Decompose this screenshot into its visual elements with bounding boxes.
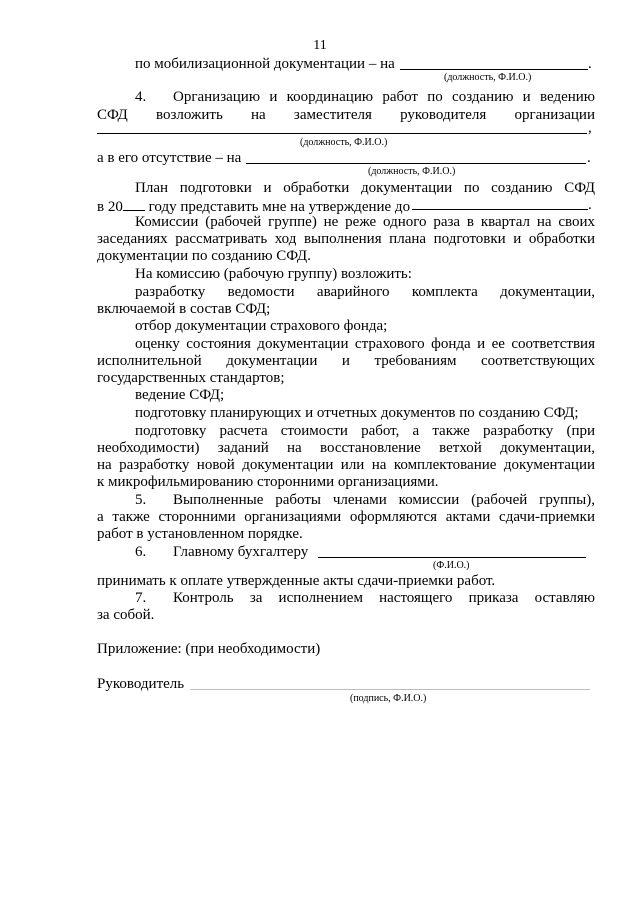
year-blank bbox=[123, 197, 145, 211]
item-6-line-b: принимать к оплате утвержденные акты сдачи-приемки работ. bbox=[97, 573, 496, 589]
caption-position-name-2: (должность, Ф.И.О.) bbox=[300, 137, 388, 148]
duty-6-line-a: подготовку расчета стоимости работ, а также разработку (при bbox=[135, 423, 595, 439]
plan-year-text: году представить мне на утверждение до bbox=[148, 199, 411, 215]
commission-line-b: заседаниях рассматривать ход выполнения плана подготовки и обработки bbox=[97, 231, 595, 247]
mobilization-line bbox=[135, 56, 595, 73]
duty-1-line-b: включаемой в состав СФД; bbox=[97, 301, 271, 317]
item-4-number: 4. bbox=[135, 89, 147, 105]
duty-1-line-a: разработку ведомости аварийного комплекта документации, bbox=[135, 284, 595, 300]
deputy-blank bbox=[97, 133, 587, 134]
item-5-line-c: работ в установленном порядке. bbox=[97, 526, 303, 542]
mobilization-text: по мобилизационной документации – на bbox=[135, 56, 395, 72]
mobilization-blank bbox=[400, 69, 588, 70]
item-4-line-a: Организацию и координацию работ по созданию и ведению bbox=[173, 89, 595, 105]
signature-blank bbox=[190, 689, 590, 690]
item-5-line-b: а также сторонними организациями оформляются актами сдачи-приемки bbox=[97, 509, 595, 525]
page-number: 11 bbox=[313, 38, 327, 53]
plan-year-prefix: в 20 bbox=[97, 199, 123, 215]
item-4-line-d bbox=[97, 150, 595, 167]
commission-line-a: Комиссии (рабочей группе) не реже одного раза в квартал на своих bbox=[135, 214, 595, 230]
caption-position-name-3: (должность, Ф.И.О.) bbox=[368, 166, 456, 177]
commission-line-c: документации по созданию СФД. bbox=[97, 248, 311, 264]
caption-name: (Ф.И.О.) bbox=[433, 560, 470, 571]
item-7-number: 7. bbox=[135, 590, 147, 606]
appendix-line: Приложение: (при необходимости) bbox=[97, 641, 321, 657]
absence-text: а в его отсутствие – на bbox=[97, 150, 242, 166]
plan-line-a: План подготовки и обработки документации по созданию СФД bbox=[135, 180, 595, 196]
duty-6-line-d: к микрофильмированию сторонними организациями. bbox=[97, 474, 439, 490]
duty-5: подготовку планирующих и отчетных документов по созданию СФД; bbox=[135, 405, 579, 421]
mobilization-end: . bbox=[588, 56, 592, 72]
duty-6-line-c: на разработку новой документации или на комплектование документации bbox=[97, 457, 595, 473]
item-6-line-a: Главному бухгалтеру bbox=[173, 544, 309, 560]
item-7-line-b: за собой. bbox=[97, 607, 155, 623]
duty-6-line-b: необходимости) заданий на восстановление ветхой документации, bbox=[97, 440, 595, 456]
duty-3-line-a: оценку состояния документации страхового фонда и ее соответствия bbox=[135, 336, 595, 352]
item-5-line-a: Выполненные работы членами комиссии (рабочей группы), bbox=[173, 492, 595, 508]
deputy-end: , bbox=[588, 120, 592, 136]
head-label: Руководитель bbox=[97, 676, 185, 692]
duty-3-line-c: государственных стандартов; bbox=[97, 370, 285, 386]
item-5-number: 5. bbox=[135, 492, 147, 508]
absence-blank bbox=[246, 163, 586, 164]
duty-4: ведение СФД; bbox=[135, 387, 225, 403]
duty-3-line-b: исполнительной документации и требованиям соответствующих bbox=[97, 353, 595, 369]
duties-heading: На комиссию (рабочую группу) возложить: bbox=[135, 266, 412, 282]
duty-2: отбор документации страхового фонда; bbox=[135, 318, 388, 334]
item-6-number: 6. bbox=[135, 544, 147, 560]
caption-position-name-1: (должность, Ф.И.О.) bbox=[444, 72, 532, 83]
plan-date-blank bbox=[412, 209, 588, 210]
item-7-line-a: Контроль за исполнением настоящего приказа оставляю bbox=[173, 590, 595, 606]
plan-end: . bbox=[588, 197, 592, 213]
item-4-line-b: СФД возложить на заместителя руководителя организации bbox=[97, 107, 595, 123]
caption-signature-name: (подпись, Ф.И.О.) bbox=[350, 693, 427, 704]
accountant-blank bbox=[318, 557, 586, 558]
absence-end: . bbox=[587, 150, 591, 166]
